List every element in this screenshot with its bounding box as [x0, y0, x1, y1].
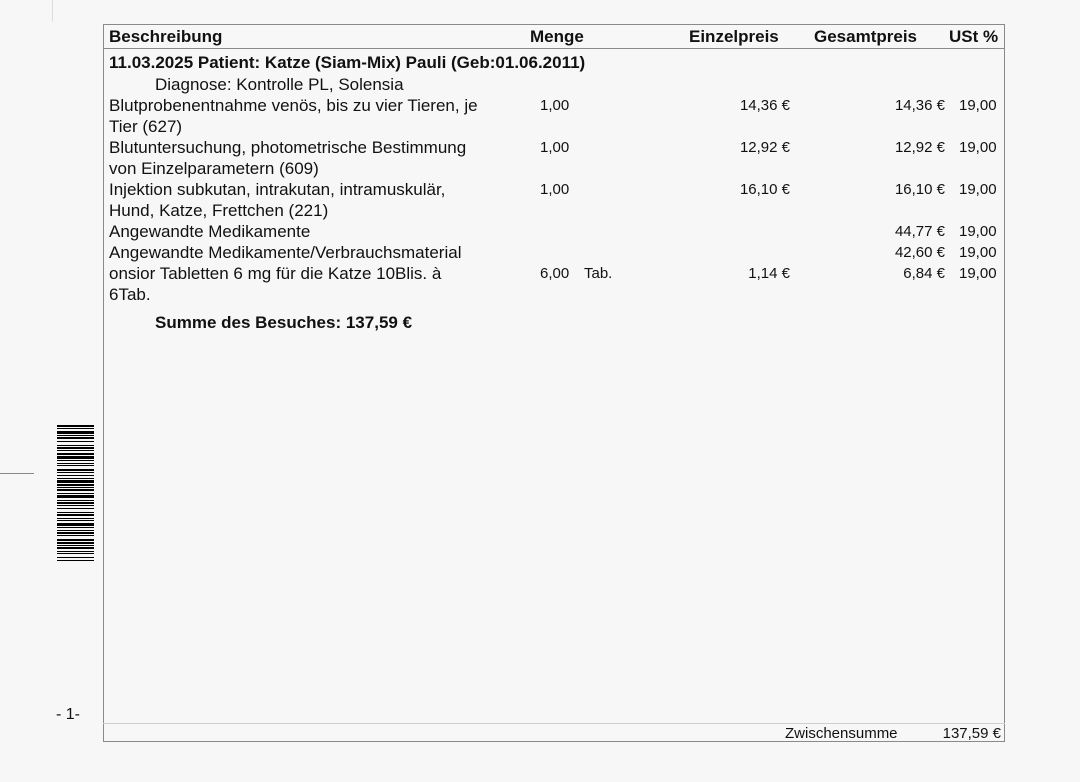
item-quantity: 1,00	[540, 97, 570, 114]
subtotal-label: Zwischensumme	[785, 725, 898, 742]
item-vat: 19,00	[959, 181, 997, 198]
item-description-cont: 6Tab.	[109, 285, 151, 304]
invoice-table	[103, 24, 1005, 742]
visit-sum: Summe des Besuches: 137,59 €	[155, 313, 413, 332]
item-description-cont: Hund, Katze, Frettchen (221)	[109, 201, 329, 220]
margin-mark	[52, 0, 53, 22]
item-total-price: 16,10 €	[894, 181, 945, 198]
item-vat: 19,00	[959, 97, 997, 114]
item-quantity: 1,00	[540, 181, 570, 198]
header-einzelpreis: Einzelpreis	[689, 27, 779, 46]
item-quantity: 6,00	[540, 265, 570, 282]
barcode-icon	[57, 425, 94, 687]
header-ust: USt %	[949, 27, 999, 46]
header-divider	[103, 48, 1005, 49]
page-number: - 1-	[56, 706, 80, 723]
item-vat: 19,00	[959, 139, 997, 156]
item-total-price: 42,60 €	[894, 244, 945, 261]
item-description: Angewandte Medikamente	[109, 222, 311, 241]
subtotal-value: 137,59 €	[942, 725, 1001, 742]
item-description: onsior Tabletten 6 mg für die Katze 10Blis. à	[109, 264, 442, 283]
header-gesamtpreis: Gesamtpreis	[814, 27, 917, 46]
item-quantity: 1,00	[540, 139, 570, 156]
item-vat: 19,00	[959, 244, 997, 261]
item-description: Blutuntersuchung, photometrische Bestimmung	[109, 138, 467, 157]
item-total-price: 44,77 €	[894, 223, 945, 240]
visit-title: 11.03.2025 Patient: Katze (Siam-Mix) Pauli (Geb:01.06.2011)	[109, 53, 586, 72]
item-description-cont: Tier (627)	[109, 117, 183, 136]
diagnosis: Diagnose: Kontrolle PL, Solensia	[155, 75, 404, 94]
item-description: Injektion subkutan, intrakutan, intramuskulär,	[109, 180, 446, 199]
item-description: Angewandte Medikamente/Verbrauchsmaterial	[109, 243, 462, 262]
item-unit-price: 1,14 €	[748, 265, 790, 282]
item-unit: Tab.	[584, 265, 613, 282]
item-vat: 19,00	[959, 265, 997, 282]
item-total-price: 6,84 €	[903, 265, 945, 282]
item-vat: 19,00	[959, 223, 997, 240]
item-description: Blutprobenentnahme venös, bis zu vier Tieren, je	[109, 96, 478, 115]
fold-mark	[0, 473, 34, 474]
item-description-cont: von Einzelparametern (609)	[109, 159, 319, 178]
item-unit-price: 14,36 €	[739, 97, 790, 114]
item-unit-price: 12,92 €	[739, 139, 790, 156]
item-unit-price: 16,10 €	[739, 181, 790, 198]
item-total-price: 12,92 €	[894, 139, 945, 156]
header-menge: Menge	[530, 27, 584, 46]
item-total-price: 14,36 €	[894, 97, 945, 114]
header-beschreibung: Beschreibung	[109, 27, 223, 46]
